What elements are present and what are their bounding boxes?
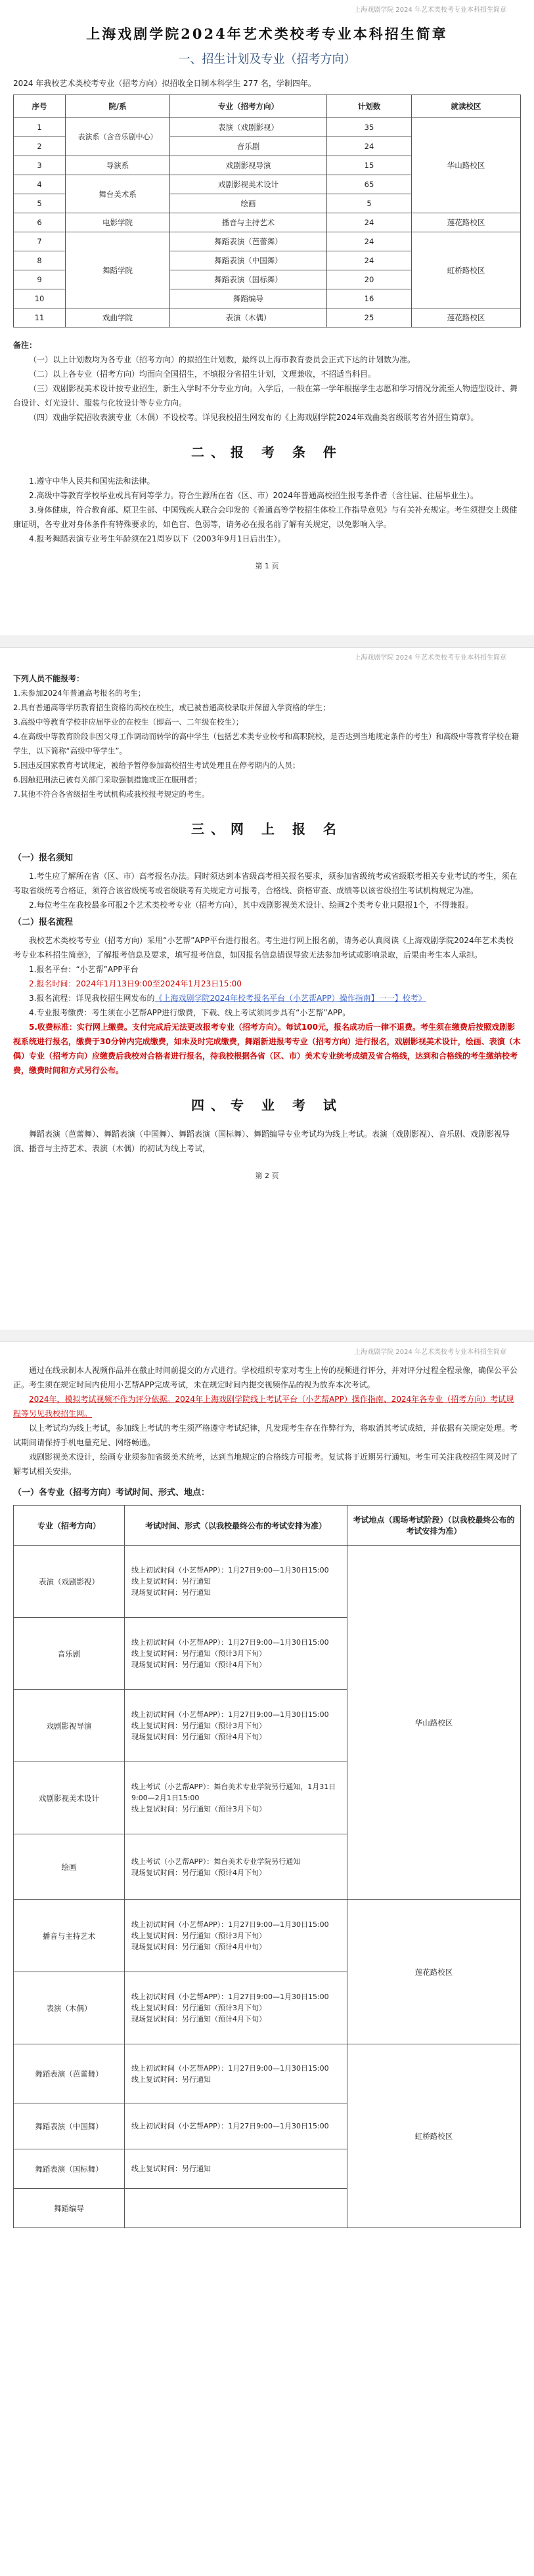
page-1 [0,0,534,635]
section-4-title: 四、专 业 考 试 [191,1097,343,1113]
page-gap [0,1330,534,1341]
exam-major: 戏剧影视导演 [14,1690,125,1762]
page-gap [0,635,534,647]
row-dept: 戏曲学院 [66,308,170,327]
row-count: 24 [327,232,412,251]
exam-detail [125,2189,347,2228]
row-campus: 莲花路校区 [412,213,521,232]
not-allowed-item: 3.高级中等教育学校非应届毕业的在校生（即高一、二年级在校生）； [13,717,244,727]
exam-detail: 线上初试时间（小艺帮APP）：1月27日9:00—1月30日15:00 [125,2103,347,2149]
exam-major: 舞蹈表演（中国舞） [14,2103,125,2149]
row-count: 25 [327,308,412,327]
exam-detail: 线上考试（小艺帮APP）：舞台美术专业学院另行通知 现场复试时间：另行通知（预计4月下旬） [125,1834,347,1900]
note-item: （四）戏曲学院招收表演专业（木偶）不设校考。详见我校招生网发布的《上海戏剧学院2024年戏曲类省级联考省外招生简章》。 [29,413,479,422]
col-header: 考试时间、形式（以我校最终公布的考试安排为准） [125,1506,347,1546]
reg-paragraph: 1.考生应了解所在省（区、市）高考报名办法。同时须达到本省级高考相关报名要求，须参加省级统考或省级联考相关专业考试的考生，须在考取省级统考合格证，须符合该省级统考或省级联考有关规定方可报考，合格线、资格审查、成绩等以该省级招生考试机构规定为准。 [13,872,518,895]
exam-paragraph: 通过在线录制本人视频作品并在截止时间前提交的方式进行。学校组织专家对考生上传的视频进行评分，并对评分过程全程录像，确保公平公正。考生须在规定时间内使用小艺帮APP完成考试，未在规定时间内提交视频作品的视为放弃本次考试。 [13,1366,518,1389]
exam-place: 华山路校区 [347,1546,521,1900]
col-header: 院/系 [66,95,170,118]
row-no: 4 [14,175,66,194]
page-2 [0,647,534,1330]
exam-paragraph: 以上考试均为线上考试，参加线上考试的考生须严格遵守考试纪律，凡发现考生存在作弊行为，将取消其考试成绩，并依据有关规定处理。考试期间请保持手机电量充足、网络畅通。 [13,1424,518,1447]
row-no: 8 [14,251,66,270]
exam-major: 绘画 [14,1834,125,1900]
plan-table-header [14,95,521,118]
exam-place: 虹桥路校区 [347,2044,521,2228]
col-header: 专业（招考方向） [14,1506,125,1546]
table-row [14,2044,521,2103]
row-campus: 华山路校区 [412,118,521,213]
reg-platform: 1.报名平台：“小艺帮”APP平台 [29,965,139,974]
exam-major: 舞蹈表演（芭蕾舞） [14,2044,125,2103]
row-major: 音乐剧 [170,137,327,156]
table-row [14,232,521,251]
reg-notice-title: （一）报名须知 [13,853,74,863]
row-major: 表演（木偶） [170,308,327,327]
col-header: 序号 [14,95,66,118]
note-item: （三）戏剧影视美术设计按专业招生，新生入学时不分专业方向。入学后，一般在第一学年根据学生志愿和学习情况分流至人物造型设计、舞台设计、灯光设计、服装与化妆设计等专业方向。 [13,384,518,408]
row-count: 20 [327,270,412,289]
row-count: 24 [327,213,412,232]
exam-schedule-title: （一）各专业（招考方向）考试时间、形式、地点： [13,1488,210,1498]
row-major: 表演（戏剧影视） [170,118,327,137]
row-campus: 莲花路校区 [412,308,521,327]
exam-detail: 线上初试时间（小艺帮APP）：1月27日9:00—1月30日15:00 线上复试时间：另行通知（预计3月下旬） 现场复试时间：另行通知（预计4月下旬） [125,1618,347,1690]
not-allowed-item: 2.具有普通高等学历教育招生资格的高校在校生，或已被普通高校录取并保留入学资格的学生； [13,703,330,712]
not-allowed-item: 1.未参加2024年普通高考报名的考生； [13,688,146,698]
row-major: 舞蹈编导 [170,289,327,308]
reg-pay: 4.专业报考缴费：考生须在小艺帮APP进行缴费，下载、线上考试须同步具有“小艺帮”APP。 [29,1008,351,1017]
section-1-title: 一、招生计划及专业（招考方向） [178,53,356,66]
reg-flow-title: （二）报名流程 [13,918,74,927]
row-no: 5 [14,194,66,213]
row-no: 10 [14,289,66,308]
running-header: 上海戏剧学院 2024 年艺术类校考专业本科招生简章 [354,6,506,14]
running-header: 上海戏剧学院 2024 年艺术类校考专业本科招生简章 [354,654,506,662]
exam-detail: 线上初试时间（小艺帮APP）：1月27日9:00—1月30日15:00 线上复试时间：另行通知（预计3月下旬） 现场复试时间：另行通知（预计4月下旬） [125,1972,347,2044]
notes-label: 备注： [13,341,37,350]
page-number: 第 1 页 [255,562,279,570]
section-2-title: 二、报 考 条 件 [191,444,343,460]
note-item: （一）以上计划数均为各专业（招考方向）的拟招生计划数，最终以上海市教育委员会正式下达的计划数为准。 [29,355,416,364]
reg-guide-prefix: 3.报名流程：详见我校招生网发布的 [29,994,155,1003]
col-header: 就读校区 [412,95,521,118]
col-header: 专业（招考方向） [170,95,327,118]
exam-major: 舞蹈表演（国标舞） [14,2149,125,2189]
row-major: 戏剧影视美术设计 [170,175,327,194]
row-major: 舞蹈表演（国标舞） [170,270,327,289]
exam-major: 戏剧影视美术设计 [14,1762,125,1834]
exam-major: 舞蹈编导 [14,2189,125,2228]
table-row [14,213,521,232]
row-count: 65 [327,175,412,194]
reg-time: 2.报名时间：2024年1月13日9:00至2024年1月23日15:00 [29,979,242,988]
row-count: 24 [327,137,412,156]
row-no: 11 [14,308,66,327]
row-major: 播音与主持艺术 [170,213,327,232]
not-allowed-title: 下列人员不能报考： [13,674,85,683]
reg-guide-link[interactable]: 《上海戏剧学院2024年校考报名平台（小艺帮APP）操作指南】一一】校考》 [154,994,426,1003]
condition-item: 4.报考舞蹈表演专业考生年龄须在21周岁以下（2003年9月1日后出生）。 [29,534,286,543]
table-row [14,118,521,137]
row-no: 9 [14,270,66,289]
page-3 [0,1341,534,2576]
intro-text: 2024 年我校艺术类校考专业（招考方向）拟招收全日制本科学生 277 名，学制四年。 [13,79,316,88]
exam-detail: 线上初试时间（小艺帮APP）：1月27日9:00—1月30日15:00 线上复试时间：另行通知 现场复试时间：另行通知 [125,1546,347,1618]
row-count: 16 [327,289,412,308]
table-row [14,1546,521,1618]
row-major: 舞蹈表演（中国舞） [170,251,327,270]
section-3-title: 三、网 上 报 名 [191,821,343,837]
plan-table [13,95,521,327]
not-allowed-item: 6.因触犯刑法已被有关部门采取强制措施或正在服刑者； [13,775,202,784]
row-dept: 舞台美术系 [66,175,170,213]
exam-paragraph: 戏剧影视美术设计，绘画专业须参加省级美术统考，达到当地规定的合格线方可报考。复试将于近期另行通知。考生可关注我校招生网及时了解考试相关安排。 [13,1452,518,1476]
row-major: 舞蹈表演（芭蕾舞） [170,232,327,251]
col-header: 计划数 [327,95,412,118]
exam-place: 莲花路校区 [347,1900,521,2044]
exam-detail: 线上初试时间（小艺帮APP）：1月27日9:00—1月30日15:00 线上复试时间：另行通知 [125,2044,347,2103]
condition-item: 2.高级中等教育学校毕业或具有同等学力。符合生源所在省（区、市）2024年普通高校招生报考条件者（含往届、往届毕业生）。 [29,491,478,500]
condition-item: 1.遵守中华人民共和国宪法和法律。 [29,476,155,486]
exam-major: 音乐剧 [14,1618,125,1690]
row-no: 1 [14,118,66,137]
condition-item: 3.身体健康，符合教育部、原卫生部、中国残疾人联合会印发的《普通高等学校招生体检工作指导意见》与有关补充规定。考生须提交上级健康证明，各专业对身体条件有特殊要求的，如色盲、色弱等，请务必在报名前了解有关规定，以免影响入学。 [13,505,518,529]
exam-table-header [14,1506,521,1546]
note-item: （二）以上各专业（招考方向）均面向全国招生，不填报分省招生计划，文理兼收，不招适当科目。 [29,370,376,379]
row-campus: 虹桥路校区 [412,232,521,308]
exam-detail: 线上复试时间：另行通知 [125,2149,347,2189]
page-number: 第 2 页 [255,1172,279,1180]
exam-detail: 线上初试时间（小艺帮APP）：1月27日9:00—1月30日15:00 线上复试时间：另行通知（预计3月下旬） 现场复试时间：另行通知（预计4月中旬） [125,1900,347,1972]
table-row [14,308,521,327]
row-dept: 导演系 [66,156,170,175]
reg-fee: 5.收费标准：实行网上缴费。支付完成后无法更改报考专业（招考方向）。每试100元，报名成功后一律不退费。考生须在缴费后按照戏剧影视系统进行报名，缴费于30分钟内完成缴费，如未及时完成缴费，舞蹈新进报考专业（招考方向）进行报名，戏剧影视美术设计，绘画、表演（木偶）专业（招考方向）应缴费后我校对合格者进行报名，待我校根据各省（区、市）美术专业统考成绩及省合格线，达到和合格线的考生缴纳校考费，缴费时间和方式另行公布。 [13,1023,521,1075]
row-dept: 舞蹈学院 [66,232,170,308]
table-row [14,1900,521,1972]
exam-detail: 线上初试时间（小艺帮APP）：1月27日9:00—1月30日15:00 线上复试时间：另行通知（预计3月下旬） 现场复试时间：另行通知（预计4月下旬） [125,1690,347,1762]
row-major: 戏剧影视导演 [170,156,327,175]
row-major: 绘画 [170,194,327,213]
not-allowed-item: 4.在高级中等教育阶段非因父母工作调动而转学的高中学生（包括艺术类专业校考和高职院校，是否达到当地规定条件的考生）和高级中等教育学校在籍学生，以下简称“高级中等学生”。 [13,732,519,755]
row-count: 5 [327,194,412,213]
col-header: 考试地点（现场考试阶段）（以我校最终公布的考试安排为准） [347,1506,521,1546]
exam-red-notice: 2024年，模拟考试视频不作为评分依据。2024年上海戏剧学院线上考试平台（小艺帮APP）操作指南、2024年各专业（招考方向）考试规程等另见我校招生网。 [13,1395,514,1418]
reg-guide [13,991,521,1005]
row-dept: 表演系（含音乐剧中心） [66,118,170,156]
exam-major: 表演（木偶） [14,1972,125,2044]
row-dept: 电影学院 [66,213,170,232]
exam-table [13,1505,521,2228]
exam-intro: 舞蹈表演（芭蕾舞）、舞蹈表演（中国舞）、舞蹈表演（国标舞）、舞蹈编导专业考试均为线上考试。表演（戏剧影视）、音乐剧、戏剧影视导演、播音与主持艺术、表演（木偶）的初试为线上考试， [13,1130,510,1153]
document-title: 上海戏剧学院2024年艺术类校考专业本科招生简章 [86,26,448,42]
row-no: 6 [14,213,66,232]
row-no: 2 [14,137,66,156]
row-count: 24 [327,251,412,270]
reg-paragraph: 2.每位考生在我校最多可报2个艺术类校考专业（招考方向），其中戏剧影视美术设计、绘画2个类考专业只限报1个，不得兼报。 [29,900,474,910]
row-no: 3 [14,156,66,175]
row-count: 15 [327,156,412,175]
row-no: 7 [14,232,66,251]
row-count: 35 [327,118,412,137]
reg-flow-text: 我校艺术类校考专业（招考方向）采用“小艺帮”APP平台进行报名。考生进行网上报名前，请务必认真阅读《上海戏剧学院2024年艺术类校考专业本科招生简章》，了解报考信息及要求，填写报考信息，如因报名信息错误导致无法参加考试或影响录取，后果由考生本人承担。 [13,936,514,960]
not-allowed-item: 5.因违反国家教育考试规定，被给予暂停参加高校招生考试处理且在停考期内的人员； [13,761,300,770]
exam-detail: 线上考试（小艺帮APP）：舞台美术专业学院另行通知，1月31日9:00—2月1日15:00 线上复试时间：另行通知（预计3月下旬） [125,1762,347,1834]
running-header: 上海戏剧学院 2024 年艺术类校考专业本科招生简章 [354,1348,506,1356]
not-allowed-item: 7.其他不符合各省级招生考试机构或我校报考规定的考生。 [13,790,210,799]
exam-major: 播音与主持艺术 [14,1900,125,1972]
exam-major: 表演（戏剧影视） [14,1546,125,1618]
